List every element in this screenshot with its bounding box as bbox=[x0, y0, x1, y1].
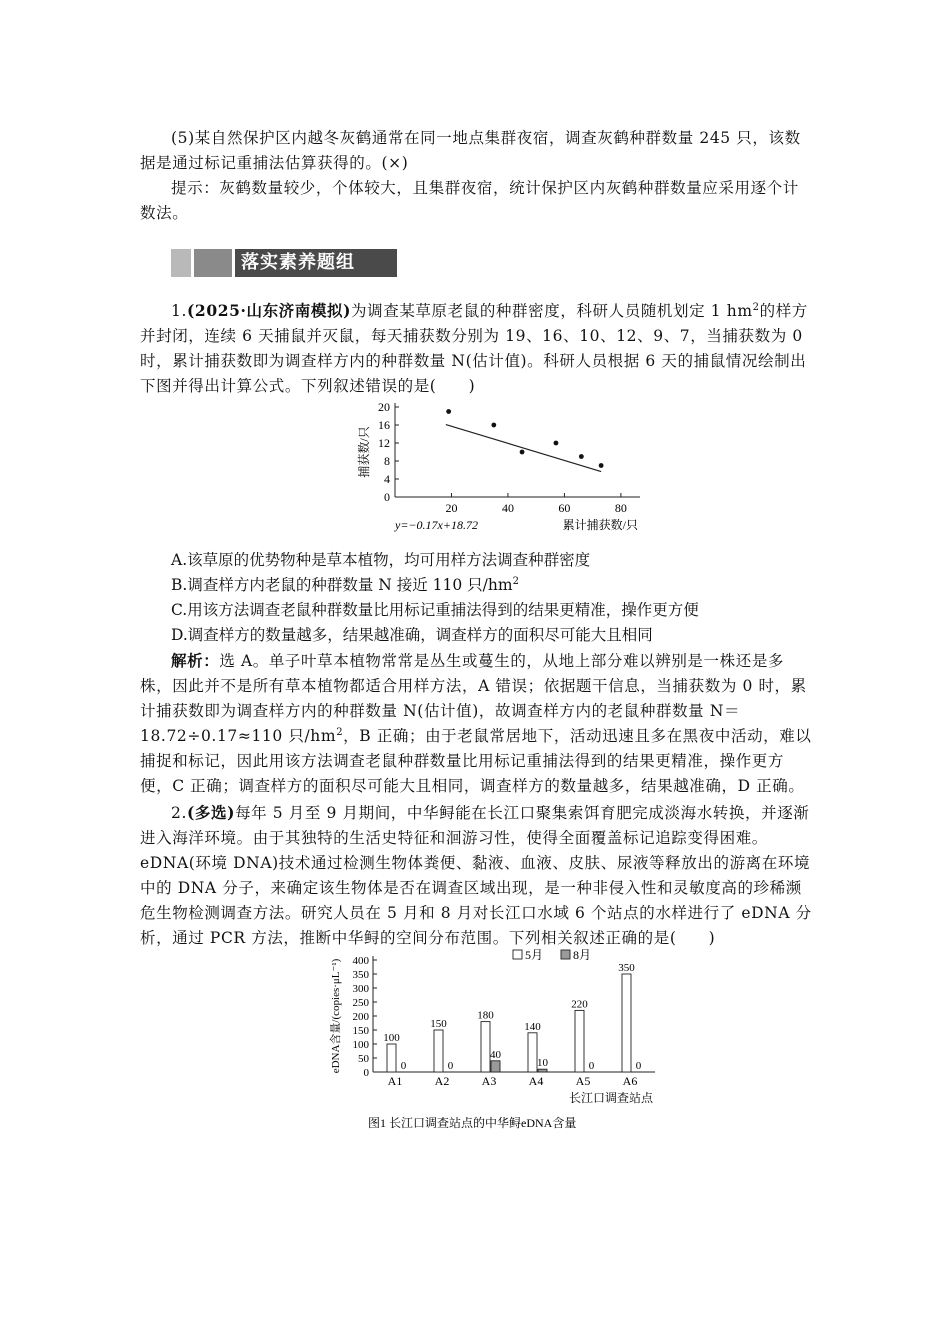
data-point bbox=[599, 463, 604, 468]
legend-swatch-aug bbox=[561, 950, 570, 959]
y-tick-label: 350 bbox=[352, 969, 369, 981]
data-label: 10 bbox=[537, 1057, 548, 1070]
q1-sup: 2 bbox=[752, 301, 760, 313]
data-label: 220 bbox=[571, 998, 588, 1011]
data-point bbox=[491, 423, 496, 428]
legend-swatch-may bbox=[513, 950, 522, 959]
y-tick-label: 100 bbox=[352, 1039, 369, 1051]
analysis-text-b: ，B 正确；由于老鼠常居地下，活动迅速且多在黑夜中活动，难以捕捉和标记，因此用该方法调查老鼠种群数量比用标记重捕法得到的结果更精准，操作更方便，C 正确；调查样方的面积尽可能大且相同，调查样方的数量越多，结果越准确，D 正确。 bbox=[140, 727, 812, 795]
y-tick-label: 150 bbox=[352, 1025, 369, 1037]
scatter-chart bbox=[350, 393, 650, 533]
x-tick-label: 80 bbox=[614, 501, 627, 515]
y-tick-label: 50 bbox=[358, 1053, 369, 1065]
chart-caption: 图1 长江口调查站点的中华鲟eDNA含量 bbox=[368, 1116, 577, 1130]
q1-option-c: C.用该方法调查老鼠种群数量比用标记重捕法得到的结果更精准，操作更方便 bbox=[171, 601, 699, 619]
y-tick-label: 250 bbox=[352, 997, 369, 1009]
q1-option-b bbox=[171, 573, 811, 598]
banner-block-light bbox=[171, 249, 191, 277]
x-tick-label: A4 bbox=[528, 1074, 544, 1088]
data-label: 0 bbox=[447, 1060, 454, 1072]
x-tick-label: A5 bbox=[575, 1074, 591, 1088]
q1-option-b-text: B.调查样方内老鼠的种群数量 N 接近 110 只/hm bbox=[171, 576, 513, 594]
data-point bbox=[446, 409, 451, 414]
q2-number: 2. bbox=[171, 804, 187, 822]
y-tick-label: 400 bbox=[352, 955, 369, 967]
x-axis-label: 长江口调查站点 bbox=[568, 1091, 653, 1105]
analysis-label: 解析： bbox=[171, 651, 220, 670]
data-label: 350 bbox=[618, 962, 635, 974]
y-tick-label: 4 bbox=[384, 472, 390, 486]
analysis-sup: 2 bbox=[336, 726, 344, 738]
data-label: 0 bbox=[400, 1060, 407, 1072]
q1-analysis bbox=[140, 648, 812, 799]
x-tick-label: 40 bbox=[501, 501, 514, 515]
q1-number: 1. bbox=[171, 302, 187, 320]
bar-may bbox=[387, 1044, 396, 1072]
y-tick-label: 200 bbox=[352, 1011, 369, 1023]
banner-title: 落实素养题组 bbox=[235, 249, 397, 277]
analysis-text-a: 选 A。单子叶草本植物常常是丛生或蔓生的，从地上部分难以辨别是一株还是多株，因此并不是所有草本植物都适合用样方法，A 错误；依据题干信息，当捕获数为 0 时，累计捕获数即为调查样方内的种群数量 N(估计值)，故调查样方内的老鼠种群数量 N＝18.72÷0.17≈110 只/hm bbox=[140, 652, 807, 745]
bar-may bbox=[481, 1022, 490, 1072]
data-label: 40 bbox=[490, 1048, 501, 1061]
data-label: 0 bbox=[588, 1060, 595, 1072]
y-tick-label: 16 bbox=[378, 418, 390, 432]
bar-aug bbox=[491, 1061, 500, 1072]
q1-source: (2025·山东济南模拟) bbox=[187, 301, 352, 320]
y-tick-label: 12 bbox=[378, 436, 390, 450]
y-tick-label: 0 bbox=[384, 490, 390, 504]
y-tick-label: 0 bbox=[363, 1067, 369, 1079]
q1-stem bbox=[140, 298, 812, 399]
data-label: 140 bbox=[524, 1020, 541, 1033]
bar-may bbox=[434, 1030, 443, 1072]
legend-label-may: 5月 bbox=[525, 948, 544, 962]
bar-may bbox=[575, 1010, 584, 1072]
banner-block-mid bbox=[194, 249, 232, 277]
y-tick-label: 300 bbox=[352, 983, 369, 995]
item5-text: (5)某自然保护区内越冬灰鹤通常在同一地点集群夜宿，调查灰鹤种群数量 245 只，该数据是通过标记重捕法估算获得的。(×) bbox=[140, 129, 801, 172]
bar-may bbox=[528, 1033, 537, 1072]
data-point bbox=[554, 441, 559, 446]
q2-tag: (多选) bbox=[187, 803, 236, 822]
x-tick-label: 20 bbox=[445, 501, 458, 515]
fit-line bbox=[446, 425, 601, 472]
x-tick-label: A1 bbox=[387, 1074, 403, 1088]
data-label: 0 bbox=[635, 1060, 642, 1072]
x-tick-label: A3 bbox=[481, 1074, 497, 1088]
q1-stem-a: 为调查某草原老鼠的种群密度，科研人员随机划定 1 hm bbox=[351, 302, 753, 320]
data-point bbox=[520, 450, 525, 455]
data-label: 150 bbox=[430, 1018, 447, 1030]
q2-stem-text: 每年 5 月至 9 月期间，中华鲟能在长江口聚集索饵育肥完成淡海水转换，并逐渐进入海洋环境。由于其独特的生活史特征和洄游习性，使得全面覆盖标记追踪变得困难。eDNA(环境 DNA)技术通过检测生物体粪便、黏液、血液、皮肤、尿液等释放出的游离在环境中的 DNA 分子，来确定该生物体是否在调查区域出现，是一种非侵入性和灵敏度高的珍稀濒危生物检测调查方法。研究人员在 5 月和 8 月对长江口水域 6 个站点的水样进行了 eDNA 分析，通过 PCR 方法，推断中华鲟的空间分布范围。下列相关叙述正确的是( ) bbox=[140, 804, 812, 947]
q1-option-a: A.该草原的优势物种是草本植物，均可用样方法调查种群密度 bbox=[171, 551, 591, 569]
x-axis-label: 累计捕获数/只 bbox=[562, 518, 638, 532]
y-axis-label: 捕获数/只 bbox=[357, 426, 371, 478]
x-tick-label: A6 bbox=[622, 1074, 638, 1088]
q1-stem-b: 的样方并封闭，连续 6 天捕鼠并灭鼠，每天捕获数分别为 19、16、10、12、9、7，当捕获数为 0 时，累计捕获数即为调查样方内的种群数量 N(估计值)。科研人员根据 6 天的捕鼠情况绘制出下图并得出计算公式。下列叙述错误的是( ) bbox=[140, 302, 808, 395]
data-label: 180 bbox=[477, 1009, 494, 1022]
x-tick-label: A2 bbox=[434, 1074, 450, 1088]
y-tick-label: 8 bbox=[384, 454, 390, 468]
y-axis-label: eDNA含量/(copies·μL⁻¹) bbox=[330, 958, 342, 1074]
data-label: 100 bbox=[383, 1032, 400, 1044]
q2-stem bbox=[140, 800, 812, 951]
q1-option-b-sup: 2 bbox=[512, 575, 519, 587]
y-tick-label: 20 bbox=[378, 400, 390, 414]
legend-label-aug: 8月 bbox=[573, 948, 592, 962]
bar-may bbox=[622, 974, 631, 1072]
data-point bbox=[579, 454, 584, 459]
hint-text: 提示：灰鹤数量较少，个体较大，且集群夜宿，统计保护区内灰鹤种群数量应采用逐个计数法。 bbox=[140, 179, 799, 222]
equation-label: y=−0.17x+18.72 bbox=[395, 518, 478, 532]
q1-option-d: D.调查样方的数量越多，结果越准确，调查样方的面积尽可能大且相同 bbox=[171, 626, 653, 644]
bar-chart bbox=[325, 944, 665, 1140]
x-tick-label: 60 bbox=[558, 501, 571, 515]
bar-aug bbox=[538, 1069, 547, 1072]
section-banner bbox=[171, 249, 397, 277]
